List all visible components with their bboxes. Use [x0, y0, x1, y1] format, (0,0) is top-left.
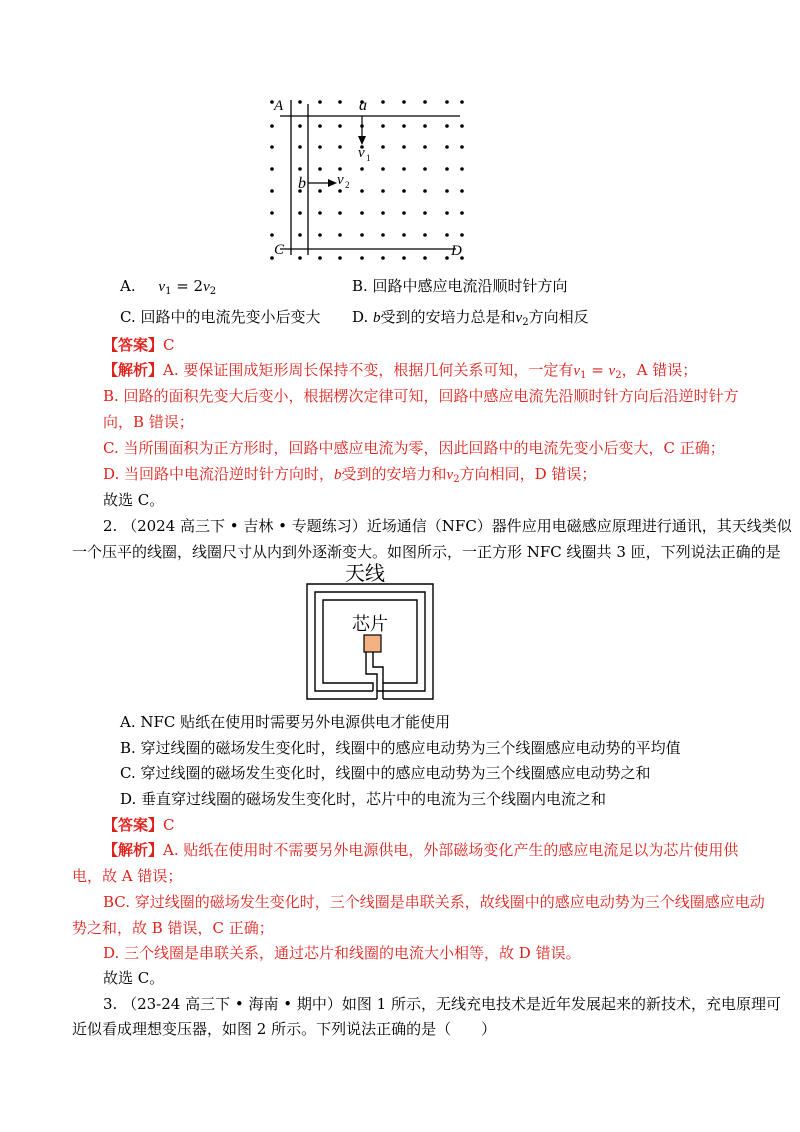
q2-conclusion: 故选 C。: [103, 969, 165, 987]
label-v2-sub: 2: [345, 180, 350, 190]
q1-option-b: B. 回路中感应电流沿顺时针方向: [352, 277, 568, 295]
q2-option-d: D. 垂直穿过线圈的磁场发生变化时，芯片中的电流为三个线圈内电流之和: [120, 790, 607, 808]
label-v2: v: [337, 172, 344, 188]
field-dot: [460, 189, 464, 193]
label-v1: v: [358, 145, 365, 161]
figure-rails-magnetic-field: [262, 92, 472, 264]
field-dot: [360, 167, 364, 171]
field-dot: [423, 167, 427, 171]
field-dot: [423, 124, 427, 128]
field-dot: [338, 145, 342, 149]
field-dot: [270, 189, 274, 193]
field-dot: [338, 124, 342, 128]
q2-option-b: B. 穿过线圈的磁场发生变化时，线圈中的感应电动势为三个线圈感应电动势的平均值: [120, 739, 681, 757]
field-dot: [318, 124, 322, 128]
field-dot: [360, 189, 364, 193]
field-dot: [318, 189, 322, 193]
q1-analysis-b-line2: 向，B 错误；: [103, 413, 194, 431]
field-dot: [270, 233, 274, 237]
velocity-v2-arrowhead: [328, 179, 337, 187]
field-dot: [270, 124, 274, 128]
field-dot: [381, 124, 385, 128]
field-dot: [338, 233, 342, 237]
field-dot: [338, 189, 342, 193]
field-dot: [318, 145, 322, 149]
field-dot: [318, 167, 322, 171]
field-dot: [445, 256, 449, 260]
field-dot: [298, 211, 302, 215]
label-a: a: [359, 97, 367, 114]
field-dot: [402, 211, 406, 215]
chip-lead-2: [373, 652, 383, 683]
label-D: D: [451, 243, 462, 259]
chip: [364, 635, 381, 652]
field-dot: [402, 100, 406, 104]
field-dot: [423, 100, 427, 104]
field-dot: [381, 100, 385, 104]
q1-conclusion: 故选 C。: [103, 491, 165, 509]
field-dot: [338, 100, 342, 104]
q2-analysis-d: D. 三个线圈是串联关系，通过芯片和线圈的电流大小相等，故 D 错误。: [103, 944, 581, 962]
field-dot: [360, 256, 364, 260]
field-dot: [338, 167, 342, 171]
field-dot: [423, 211, 427, 215]
q1-analysis-c: C. 当所围面积为正方形时，回路中感应电流为零，因此回路中的电流先变小后变大，C 正确；: [103, 439, 725, 457]
figure-nfc-coil: [300, 560, 440, 705]
q1-option-c: C. 回路中的电流先变小后变大: [120, 308, 321, 326]
field-dot: [423, 189, 427, 193]
field-dot: [381, 233, 385, 237]
field-dot: [402, 189, 406, 193]
field-dot: [423, 233, 427, 237]
chip-lead-1: [366, 652, 377, 691]
label-b: b: [298, 175, 306, 192]
field-dot: [270, 167, 274, 171]
field-dot: [460, 124, 464, 128]
label-v1-sub: 1: [366, 153, 371, 163]
field-dot: [298, 145, 302, 149]
q2-stem-line2: 一个压平的线圈，线圈尺寸从内到外逐渐变大。如图所示，一正方形 NFC 线圈共 3 匝，下列说法正确的是: [72, 543, 781, 561]
field-dot: [445, 189, 449, 193]
q2-option-a: A. NFC 贴纸在使用时需要另外电源供电才能使用: [120, 713, 451, 731]
q1-answer: 【答案】C: [103, 336, 175, 354]
velocity-v1-arrowhead: [358, 136, 366, 145]
field-dot: [460, 167, 464, 171]
chip-label: 芯片: [352, 614, 388, 634]
field-dot: [445, 167, 449, 171]
field-dot: [402, 167, 406, 171]
field-dot: [298, 256, 302, 260]
field-dot: [298, 124, 302, 128]
field-dot: [445, 233, 449, 237]
field-dot: [381, 145, 385, 149]
field-dot: [270, 145, 274, 149]
field-dot: [402, 145, 406, 149]
field-dot: [445, 100, 449, 104]
q2-answer: 【答案】C: [103, 816, 175, 834]
label-C: C: [274, 242, 285, 258]
field-dot: [338, 256, 342, 260]
q2-stem-line1: 2. （2024 高三下 • 吉林 • 专题练习）近场通信（NFC）器件应用电磁感应原理进行通讯，其天线类似: [103, 517, 792, 535]
field-dot: [423, 256, 427, 260]
q2-analysis-bc-line2: 势之和，故 B 错误，C 正确；: [72, 919, 274, 937]
field-dot: [460, 100, 464, 104]
q2-analysis-a-line1: 【解析】A. 贴纸在使用时不需要另外电源供电，外部磁场变化产生的感应电流足以为芯片使用供: [103, 841, 739, 859]
field-dot: [381, 189, 385, 193]
q3-stem-line1: 3. （23-24 高三下 • 海南 • 期中）如图 1 所示，无线充电技术是近年发展起来的新技术，充电原理可: [103, 995, 781, 1013]
field-dot: [270, 211, 274, 215]
field-dot: [381, 256, 385, 260]
q2-analysis-bc-line1: BC. 穿过线圈的磁场发生变化时，三个线圈是串联关系，故线圈中的感应电动势为三个线圈感应电动: [103, 893, 765, 911]
field-dot: [402, 124, 406, 128]
q1-option-a: A. $v_1 = 2v_2$: [120, 277, 217, 297]
field-dot: [460, 145, 464, 149]
antenna-label: 天线: [345, 563, 385, 585]
field-dot: [360, 211, 364, 215]
field-dot: [318, 256, 322, 260]
field-dot: [460, 211, 464, 215]
q1-analysis-a: 【解析】A. 要保证围成矩形周长保持不变，根据几何关系可知，一定有$v_1 = v_2$，A 错误；: [103, 361, 698, 381]
field-dot: [360, 233, 364, 237]
field-dot: [423, 145, 427, 149]
field-dot: [298, 233, 302, 237]
field-dot: [381, 211, 385, 215]
field-dot: [460, 233, 464, 237]
field-dot: [318, 100, 322, 104]
field-dot: [318, 211, 322, 215]
q2-option-c: C. 穿过线圈的磁场发生变化时，线圈中的感应电动势为三个线圈感应电动势之和: [120, 764, 651, 782]
field-dot: [445, 211, 449, 215]
field-dot: [318, 233, 322, 237]
field-dot: [298, 100, 302, 104]
q1-analysis-d: D. 当回路中电流沿逆时针方向时，b受到的安培力和$v_2$方向相同，D 错误；: [103, 465, 597, 485]
q3-stem-line2: 近似看成理想变压器，如图 2 所示。下列说法正确的是（ ）: [72, 1020, 497, 1038]
q2-analysis-a-line2: 电，故 A 错误；: [72, 867, 183, 885]
field-dot: [298, 167, 302, 171]
label-A: A: [274, 98, 284, 114]
q1-option-d: D. b受到的安培力总是和$v_2$方向相反: [352, 308, 589, 328]
field-dot: [445, 145, 449, 149]
field-dot: [445, 124, 449, 128]
field-dot: [338, 211, 342, 215]
field-dot: [402, 233, 406, 237]
field-dot: [402, 256, 406, 260]
field-dot: [381, 167, 385, 171]
q1-analysis-b-line1: B. 回路的面积先变大后变小，根据楞次定律可知，回路中感应电流先沿顺时针方向后沿逆时针方: [103, 387, 739, 405]
